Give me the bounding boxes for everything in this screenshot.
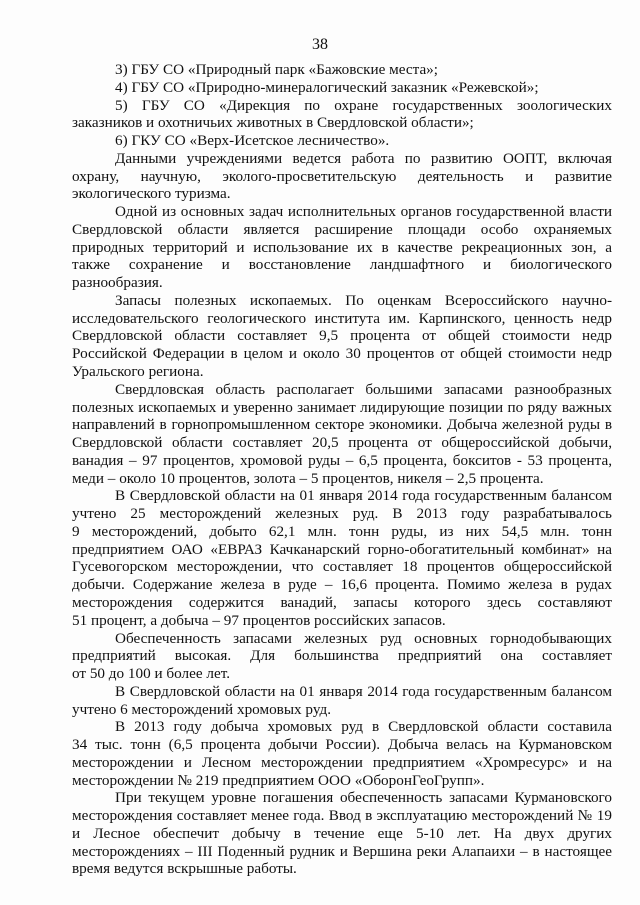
text-line: Одной из основных задач исполнительных органов государственной власти (115, 203, 612, 221)
text-line: Свердловская область располагает большими запасами разнообразных (115, 380, 612, 398)
body-text (72, 61, 612, 878)
text-line: от 50 до 100 и более лет. (72, 665, 231, 683)
text-line: природных территорий и использование их в качестве рекреационных зон, а (72, 238, 612, 256)
text-line: предприятием ОАО «ЕВРАЗ Качканарский горно-обогатительный комбинат» на (72, 540, 612, 558)
text-line: экологического туризма. (72, 185, 231, 203)
text-line: 9 месторождений, добыто 62,1 млн. тонн руды, из них 54,5 млн. тонн (72, 522, 612, 540)
text-line: исследовательского геологического института им. Карпинского, ценность недр (72, 309, 612, 327)
text-line: Свердловской области составляет 9,5 процента от общей стоимости недр (72, 327, 612, 345)
text-line: месторождения составляет менее года. Ввод в эксплуатацию месторождений № 19 (72, 807, 612, 825)
text-line: 5) ГБУ СО «Дирекция по охране государственных зоологических (115, 96, 612, 114)
text-line: В Свердловской области на 01 января 2014 года государственным балансом (115, 487, 612, 505)
text-line: учтено 6 месторождений хромовых руд. (72, 700, 331, 718)
text-line: заказников и охотничьих животных в Свердловской области»; (72, 114, 474, 132)
text-line: предприятий высокая. Для большинства предприятий она составляет (72, 647, 612, 665)
text-line: добычи. Содержание железа в руде – 16,6 процента. Помимо железа в рудах (72, 576, 612, 594)
text-line: 34 тыс. тонн (6,5 процента добычи России). Добыча велась на Курмановском (72, 736, 612, 754)
text-line: месторождении № 219 предприятием ООО «ОборонГеоГрупп». (72, 771, 485, 789)
text-line: время ведутся вскрышные работы. (72, 860, 297, 878)
text-line: учтено 25 месторождений железных руд. В 2013 году разрабатывалось (72, 505, 612, 523)
text-line: и Лесное обеспечит добычу в течение еще 5-10 лет. На двух других (72, 824, 612, 842)
text-line: Обеспеченность запасами железных руд основных горнодобывающих (115, 629, 612, 647)
text-line: полезных ископаемых и уверенно занимает лидирующие позиции по ряду важных (72, 398, 612, 416)
text-line: 3) ГБУ СО «Природный парк «Бажовские места»; (115, 61, 438, 78)
text-line: Запасы полезных ископаемых. По оценкам Всероссийского научно- (115, 291, 612, 309)
text-line: ванадия – 97 процентов, хромовой руды – 6,5 процента, бокситов - 53 процента, (72, 451, 612, 469)
text-line: В 2013 году добыча хромовых руд в Свердловской области составила (115, 718, 612, 736)
page-number: 38 (312, 36, 328, 53)
text-line: 6) ГКУ СО «Верх-Исетское лесничество». (115, 132, 390, 150)
text-line: Данными учреждениями ведется работа по развитию ООПТ, включая (115, 149, 612, 167)
text-line: При текущем уровне погашения обеспеченность запасами Курмановского (115, 789, 612, 807)
text-line: охрану, научную, эколого-просветительскую деятельность и развитие (72, 167, 612, 185)
text-line: месторождении и Лесном месторождении предприятием «Хромресурс» и на (72, 753, 612, 771)
text-line: Российской Федерации в целом и около 30 процентов от общей стоимости недр (72, 345, 612, 363)
text-line: месторождения содержится ванадий, запасы которого здесь составляют (72, 593, 612, 611)
text-line: меди – около 10 процентов, золота – 5 процентов, никеля – 2,5 процента. (72, 469, 544, 487)
text-line: Свердловской области является расширение площади особо охраняемых (72, 220, 612, 238)
text-line: 4) ГБУ СО «Природно-минералогический заказник «Режевской»; (115, 78, 539, 96)
text-line: также сохранение и восстановление ландшафтного и биологического (72, 256, 612, 274)
text-line: направлений в горнопромышленном секторе экономики. Добыча железной руды в (72, 416, 612, 434)
text-line: 51 процент, а добыча – 97 процентов российских запасов. (72, 611, 446, 629)
text-line: Свердловской области составляет 20,5 процента от общероссийской добычи, (72, 434, 612, 452)
text-line: разнообразия. (72, 274, 163, 292)
text-line: Уральского региона. (72, 363, 204, 381)
text-line: Гусевогорском месторождении, что составляет 18 процентов общероссийской (72, 558, 612, 576)
text-line: месторождениях – III Поденный рудник и Вершина реки Алапаихи – в настоящее (72, 842, 612, 860)
text-line: В Свердловской области на 01 января 2014 года государственным балансом (115, 682, 612, 700)
